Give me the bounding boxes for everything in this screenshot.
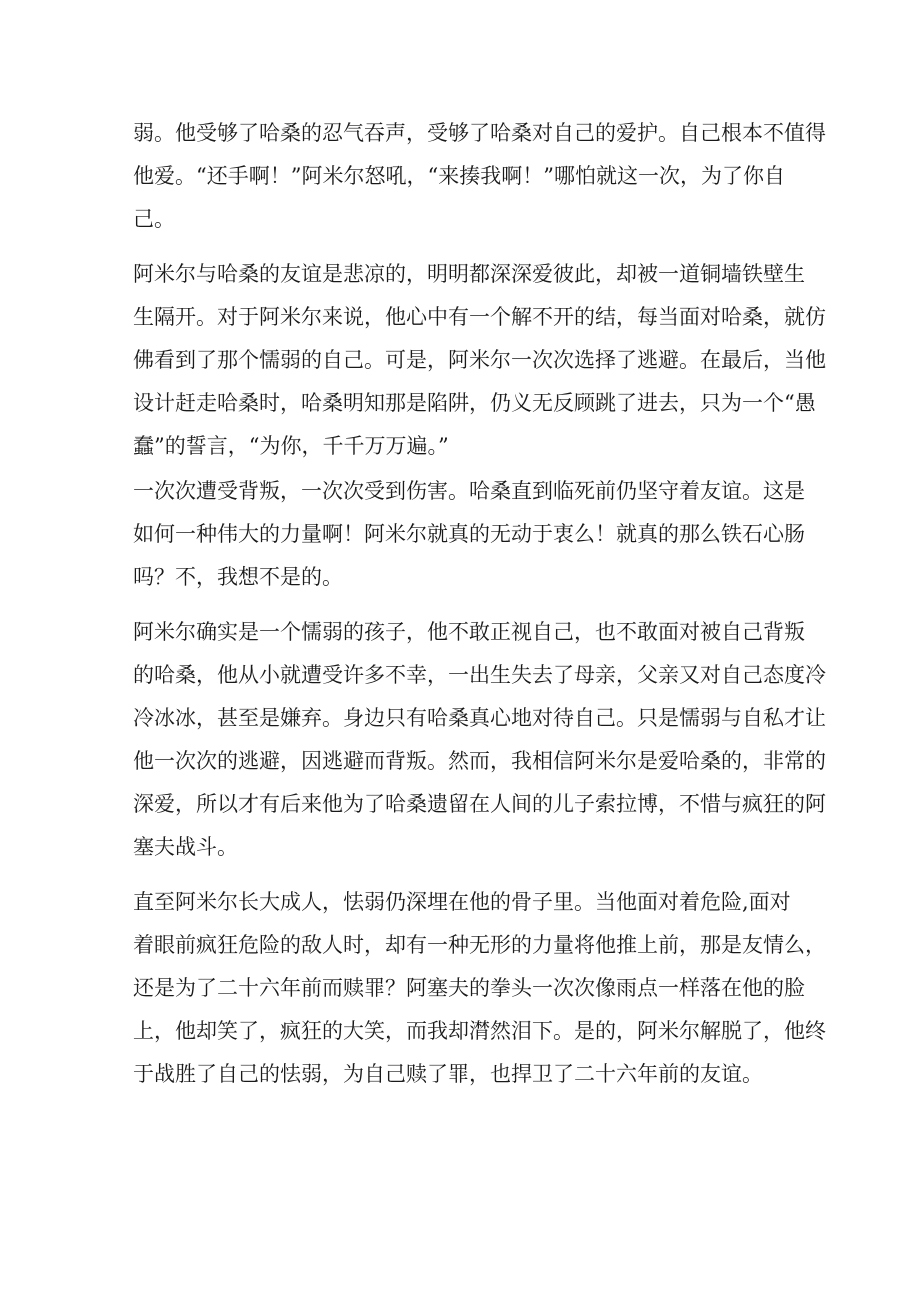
text-line: 冷冰冰，甚至是嫌弃。身边只有哈桑真心地对待自己。只是懦弱与自私才让 — [133, 706, 826, 730]
text-line: 着眼前疯狂危险的敌人时，却有一种无形的力量将他推上前，那是友情么， — [133, 933, 826, 957]
text-line: 如何一种伟大的力量啊！阿米尔就真的无动于衷么！就真的那么铁石心肠 — [133, 522, 805, 546]
text-line: 阿米尔与哈桑的友谊是悲凉的，明明都深深爱彼此，却被一道铜墙铁壁生 — [133, 262, 805, 286]
document-body — [133, 112, 826, 1096]
text-line: 己。 — [133, 207, 175, 231]
text-line: 生隔开。对于阿米尔来说，他心中有一个解不开的结，每当面对哈桑，就仿 — [133, 305, 826, 329]
text-line: 直至阿米尔长大成人，怯弱仍深埋在他的骨子里。当他面对着危险,面对 — [133, 890, 791, 914]
text-line: 还是为了二十六年前而赎罪？阿塞夫的拳头一次次像雨点一样落在他的脸 — [133, 976, 805, 1000]
text-line: 弱。他受够了哈桑的忍气吞声，受够了哈桑对自己的爱护。自己根本不值得 — [133, 121, 826, 145]
text-line: 吗？不，我想不是的。 — [133, 565, 343, 589]
paragraph-1 — [133, 112, 826, 241]
paragraph-2 — [133, 253, 826, 468]
text-line: 一次次遭受背叛，一次次受到伤害。哈桑直到临死前仍坚守着友谊。这是 — [133, 479, 805, 503]
text-line: 塞夫战斗。 — [133, 835, 238, 859]
text-line: 阿米尔确实是一个懦弱的孩子，他不敢正视自己，也不敢面对被自己背叛 — [133, 620, 805, 644]
paragraph-3 — [133, 470, 805, 599]
paragraph-spacer — [133, 869, 793, 881]
text-line: 他爱。“还手啊！”阿米尔怒吼，“来揍我啊！”哪怕就这一次，为了你自 — [133, 164, 785, 188]
text-line: 的哈桑，他从小就遭受许多不幸，一出生失去了母亲，父亲又对自己态度冷 — [133, 663, 826, 687]
text-line: 设计赶走哈桑时，哈桑明知那是陷阱，仍义无反顾跳了进去，只为一个“愚 — [133, 391, 816, 415]
paragraph-spacer — [133, 599, 793, 611]
text-line: 深爱，所以才有后来他为了哈桑遗留在人间的儿子索拉博，不惜与疯狂的阿 — [133, 792, 826, 816]
text-line: 蠢”的誓言，“为你，千千万万遍。” — [133, 434, 449, 458]
paragraph-5 — [133, 881, 826, 1096]
text-line: 于战胜了自己的怯弱，为自己赎了罪，也捍卫了二十六年前的友谊。 — [133, 1062, 763, 1086]
text-line: 他一次次的逃避，因逃避而背叛。然而，我相信阿米尔是爱哈桑的，非常的 — [133, 749, 826, 773]
paragraph-spacer — [133, 241, 793, 253]
text-line: 上，他却笑了，疯狂的大笑，而我却潸然泪下。是的，阿米尔解脱了，他终 — [133, 1019, 826, 1043]
text-line: 佛看到了那个懦弱的自己。可是，阿米尔一次次选择了逃避。在最后，当他 — [133, 348, 826, 372]
paragraph-4 — [133, 611, 826, 869]
